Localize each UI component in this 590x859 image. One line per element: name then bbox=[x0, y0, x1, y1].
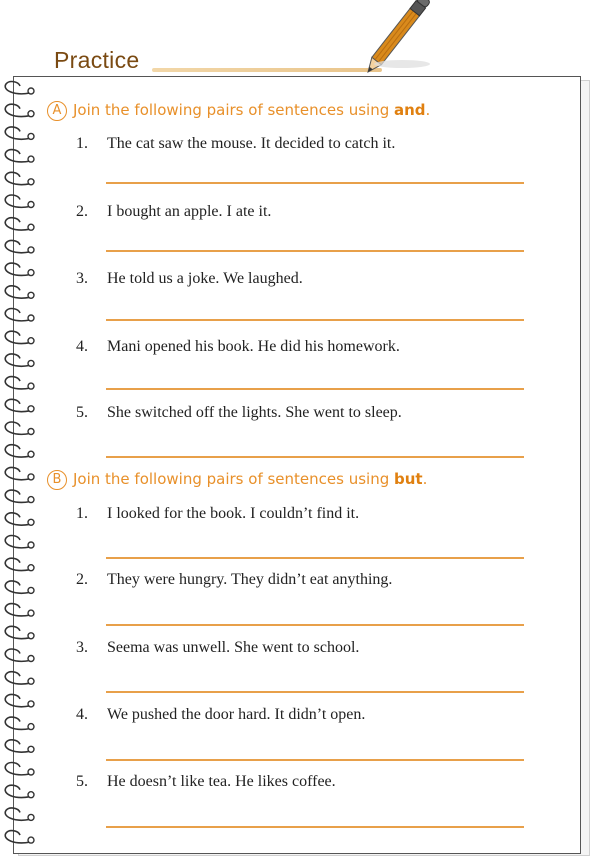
spiral-ring bbox=[5, 399, 34, 411]
section-a-keyword: and bbox=[394, 101, 426, 119]
spiral-ring bbox=[5, 150, 34, 162]
spiral-ring bbox=[5, 195, 34, 207]
spiral-ring bbox=[5, 763, 34, 775]
spiral-ring bbox=[5, 377, 34, 389]
list-item: 4. We pushed the door hard. It didn’t open. bbox=[76, 706, 366, 723]
spiral-ring bbox=[5, 831, 34, 843]
answer-line[interactable] bbox=[106, 182, 524, 184]
list-item: 5. She switched off the lights. She went to sleep. bbox=[76, 404, 402, 421]
list-item: 5. He doesn’t like tea. He likes coffee. bbox=[76, 773, 336, 790]
spiral-ring bbox=[5, 536, 34, 548]
section-a-badge: A bbox=[47, 101, 67, 121]
spiral-ring bbox=[5, 445, 34, 457]
list-item: 4. Mani opened his book. He did his homework. bbox=[76, 338, 400, 355]
title-underline bbox=[152, 68, 382, 72]
answer-line[interactable] bbox=[106, 388, 524, 390]
spiral-ring bbox=[5, 581, 34, 593]
spiral-ring bbox=[5, 218, 34, 230]
spiral-ring bbox=[5, 604, 34, 616]
answer-line[interactable] bbox=[106, 456, 524, 458]
spiral-ring bbox=[5, 490, 34, 502]
list-item: 3. Seema was unwell. She went to school. bbox=[76, 639, 360, 656]
answer-line[interactable] bbox=[106, 759, 524, 761]
list-item: 1. The cat saw the mouse. It decided to catch it. bbox=[76, 135, 396, 152]
answer-line[interactable] bbox=[106, 624, 524, 626]
section-b-instruction: B Join the following pairs of sentences using but. bbox=[47, 470, 427, 490]
spiral-ring bbox=[5, 263, 34, 275]
section-b-badge: B bbox=[47, 470, 67, 490]
spiral-ring bbox=[5, 808, 34, 820]
spiral-ring bbox=[5, 127, 34, 139]
answer-line[interactable] bbox=[106, 826, 524, 828]
spiral-ring bbox=[5, 649, 34, 661]
spiral-ring bbox=[5, 672, 34, 684]
answer-line[interactable] bbox=[106, 691, 524, 693]
section-a-instruction: A Join the following pairs of sentences using and. bbox=[47, 101, 430, 121]
spiral-ring bbox=[5, 172, 34, 184]
spiral-ring bbox=[5, 558, 34, 570]
spiral-ring bbox=[5, 354, 34, 366]
list-item: 1. I looked for the book. I couldn’t find it. bbox=[76, 505, 360, 522]
pencil-icon bbox=[360, 0, 450, 78]
spiral-ring bbox=[5, 422, 34, 434]
list-item: 2. I bought an apple. I ate it. bbox=[76, 203, 272, 220]
spiral-ring bbox=[5, 626, 34, 638]
spiral-ring bbox=[5, 467, 34, 479]
answer-line[interactable] bbox=[106, 557, 524, 559]
spiral-ring bbox=[5, 240, 34, 252]
answer-line[interactable] bbox=[106, 319, 524, 321]
spiral-ring bbox=[5, 785, 34, 797]
spiral-binding bbox=[0, 76, 44, 856]
spiral-ring bbox=[5, 717, 34, 729]
worksheet-page bbox=[13, 76, 581, 854]
answer-line[interactable] bbox=[106, 250, 524, 252]
spiral-ring bbox=[5, 104, 34, 116]
spiral-ring bbox=[5, 694, 34, 706]
spiral-ring bbox=[5, 309, 34, 321]
spiral-ring bbox=[5, 513, 34, 525]
spiral-ring bbox=[5, 82, 34, 94]
spiral-ring bbox=[5, 740, 34, 752]
page-title: Practice bbox=[54, 47, 140, 73]
spiral-ring bbox=[5, 286, 34, 298]
section-b-keyword: but bbox=[394, 470, 423, 488]
spiral-ring bbox=[5, 331, 34, 343]
list-item: 2. They were hungry. They didn’t eat anything. bbox=[76, 571, 393, 588]
list-item: 3. He told us a joke. We laughed. bbox=[76, 270, 303, 287]
